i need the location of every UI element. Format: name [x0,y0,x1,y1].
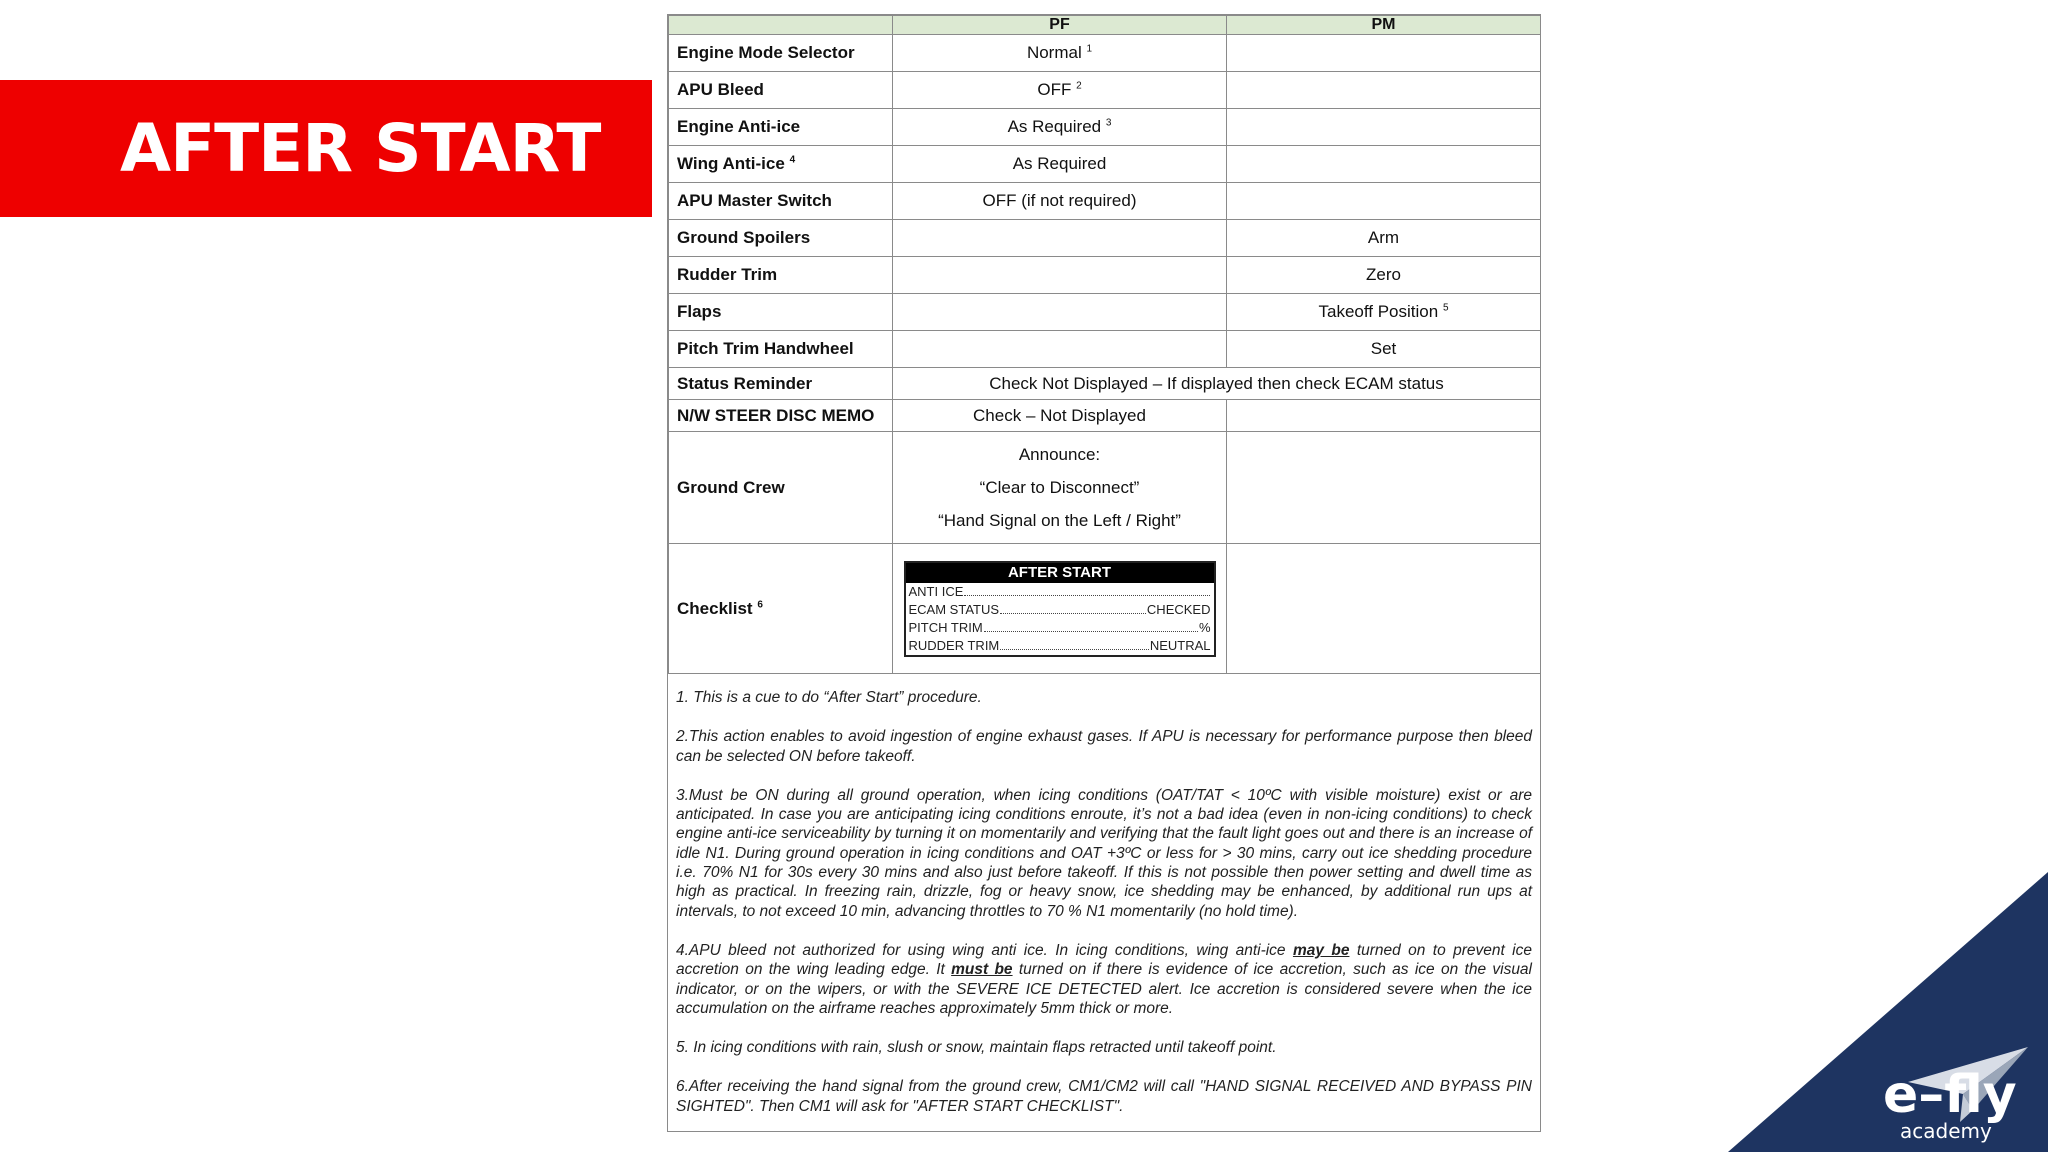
item-label [669,109,893,146]
table-row [669,146,1541,183]
pf-action-text: As Required [1007,117,1102,136]
pf-pm-action: Check Not Displayed – If displayed then check ECAM status [893,368,1541,400]
pf-action-text: OFF (if not required) [982,191,1137,210]
dotted-leader [1000,601,1146,614]
footnote-6: 6.After receiving the hand signal from the ground crew, CM1/CM2 will call "HAND SIGNAL RECEIVED AND BYPASS PIN SIGHTED". Then CM1 will ask for "AFTER START CHECKLIST". [676,1078,1532,1115]
checklist-item [906,583,1214,601]
item-label-text: Ground Spoilers [677,228,811,247]
footnote-1: 1. This is a cue to do “After Start” procedure. [676,689,982,706]
checklist-item-label: PITCH TRIM [908,619,983,635]
pm-action-text: Set [1370,339,1397,358]
pf-action [893,35,1227,72]
checklist-item-label: ECAM STATUS [908,601,1000,617]
footnotes [668,674,1540,1116]
table-row [669,294,1541,331]
dotted-leader [1000,637,1149,650]
checklist-cell [893,544,1227,674]
checklist-item-label: RUDDER TRIM [908,637,1000,653]
checklist-item [906,619,1214,637]
checklist-item-value: CHECKED [1146,601,1211,617]
footnote-ref: 3 [1105,117,1112,129]
checklist-item-label: ANTI ICE [908,583,964,599]
procedure-document [667,14,1541,1132]
page-title: AFTER START [120,110,601,187]
item-label [669,35,893,72]
pm-action [1227,400,1541,432]
item-label-text: Engine Anti-ice [677,117,801,136]
item-label [669,331,893,368]
pf-action [893,432,1227,544]
table-row [669,400,1541,432]
blank-header [669,16,893,35]
pf-action [893,109,1227,146]
pf-action [893,257,1227,294]
footnote-3: 3.Must be ON during all ground operation, when icing conditions (OAT/TAT < 10ºC with visible moisture) exist or are anticipated. In case you are anticipating icing conditions enroute, it’s not a bad idea (even in non-icing conditions) to check engine anti-ice serviceability by turning it on momentarily and verifying that the fault light goes out and there is an increase of idle N1. During ground operation in icing conditions and OAT +3ºC or less for > 30 mins, carry out ice shedding procedure i.e. 70% N1 for 30s every 30 mins and also just before takeoff. If this is not possible then power setting and dwell time as high as practical. In freezing rain, drizzle, fog or heavy snow, ice shedding may be enhanced, by additional run ups at intervals, to not exceed 10 min, advancing throttles to 70 % N1 momentarily (no hold time). [676,786,1532,920]
table-row [669,72,1541,109]
footnote-4-text: 4.APU bleed not authorized for using wing anti ice. In icing conditions, wing anti-ice [676,941,1293,959]
pm-action [1227,331,1541,368]
pm-action [1227,183,1541,220]
logo-subtitle: academy [1900,1119,1992,1143]
announce-line: “Hand Signal on the Left / Right” [938,511,1181,530]
item-label-text: Pitch Trim Handwheel [677,339,854,358]
item-label [669,146,893,183]
table-row [669,544,1541,674]
pf-action: Check – Not Displayed [893,400,1227,432]
procedure-table [668,15,1541,674]
pm-action-text: Takeoff Position [1318,302,1439,321]
footnote-ref: 1 [1086,43,1093,55]
checklist-item-value: NEUTRAL [1149,637,1211,653]
pf-action [893,294,1227,331]
pf-header: PF [893,16,1227,35]
table-row [669,183,1541,220]
item-label: N/W STEER DISC MEMO [669,400,893,432]
pm-header: PM [1227,16,1541,35]
item-label [669,72,893,109]
pf-action [893,183,1227,220]
item-label [669,220,893,257]
emphasis-must-be: must be [951,961,1013,979]
item-label-text: Flaps [677,302,722,321]
footnote-ref: 4 [789,154,796,166]
table-row [669,432,1541,544]
footnote-2: 2.This action enables to avoid ingestion of engine exhaust gases. If APU is necessary for performance purpose then bleed can be selected ON before takeoff. [676,728,1532,765]
footnote-4-text: turned on if there is evidence of ice accretion, such as ice on the visual indicator, or on the wipers, or with the SEVERE ICE DETECTED alert. Ice accretion is considered severe when the ice accumulation on the airframe reaches approximately 5mm thick or more. [676,961,1532,1017]
pm-action-text: Arm [1367,228,1400,247]
table-row [669,331,1541,368]
emphasis-may-be: may be [1292,941,1350,959]
procedure-rows [669,35,1541,674]
dotted-leader [984,619,1198,632]
item-label-text: Rudder Trim [677,265,778,284]
item-label: Ground Crew [669,432,893,544]
pm-action [1227,257,1541,294]
footnote-ref: 2 [1076,80,1082,92]
item-label-text: Wing Anti-ice [677,154,785,173]
pf-action-text: As Required [1012,154,1107,173]
pm-action [1227,220,1541,257]
checklist-item [906,601,1214,619]
table-row [669,257,1541,294]
announce-line: Announce: [1018,445,1101,464]
item-label [669,257,893,294]
announce-line: “Clear to Disconnect” [979,478,1140,497]
pm-action [1227,544,1541,674]
table-row [669,368,1541,400]
footnote-5: 5. In icing conditions with rain, slush or snow, maintain flaps retracted until takeoff point. [676,1039,1277,1057]
title-banner [0,80,652,217]
item-label-text: APU Master Switch [677,191,832,210]
pf-action [893,220,1227,257]
pm-action [1227,294,1541,331]
footnote-ref: 6 [757,598,763,610]
checklist-item [906,637,1214,655]
pm-action-text: Zero [1366,265,1401,284]
item-label-text: Engine Mode Selector [677,43,855,62]
after-start-checklist-card [904,561,1216,657]
checklist-title: AFTER START [906,563,1214,583]
table-row [669,220,1541,257]
pm-action [1227,432,1541,544]
checklist-label: Checklist [677,598,753,618]
efly-academy-logo [1728,872,2048,1152]
pf-action-text: OFF [1037,80,1072,99]
pf-action-text: Normal [1026,43,1082,62]
pm-action [1227,146,1541,183]
item-label: Status Reminder [669,368,893,400]
item-label [669,294,893,331]
pm-action [1227,35,1541,72]
footnote-4-text: turned on to prevent ice accretion on the wing leading edge. It [676,941,1532,979]
footnote-4 [676,941,1532,1018]
pm-action [1227,109,1541,146]
checklist-item-value: % [1198,619,1211,635]
pm-action [1227,72,1541,109]
table-row [669,109,1541,146]
item-label-text: APU Bleed [677,80,764,99]
table-row [669,35,1541,72]
pf-action [893,146,1227,183]
logo-wordmark: e–fly [1883,1065,2017,1125]
item-label [669,544,893,674]
pf-action [893,331,1227,368]
footnote-ref: 5 [1442,302,1449,314]
pf-action [893,72,1227,109]
item-label [669,183,893,220]
dotted-leader [964,583,1209,596]
